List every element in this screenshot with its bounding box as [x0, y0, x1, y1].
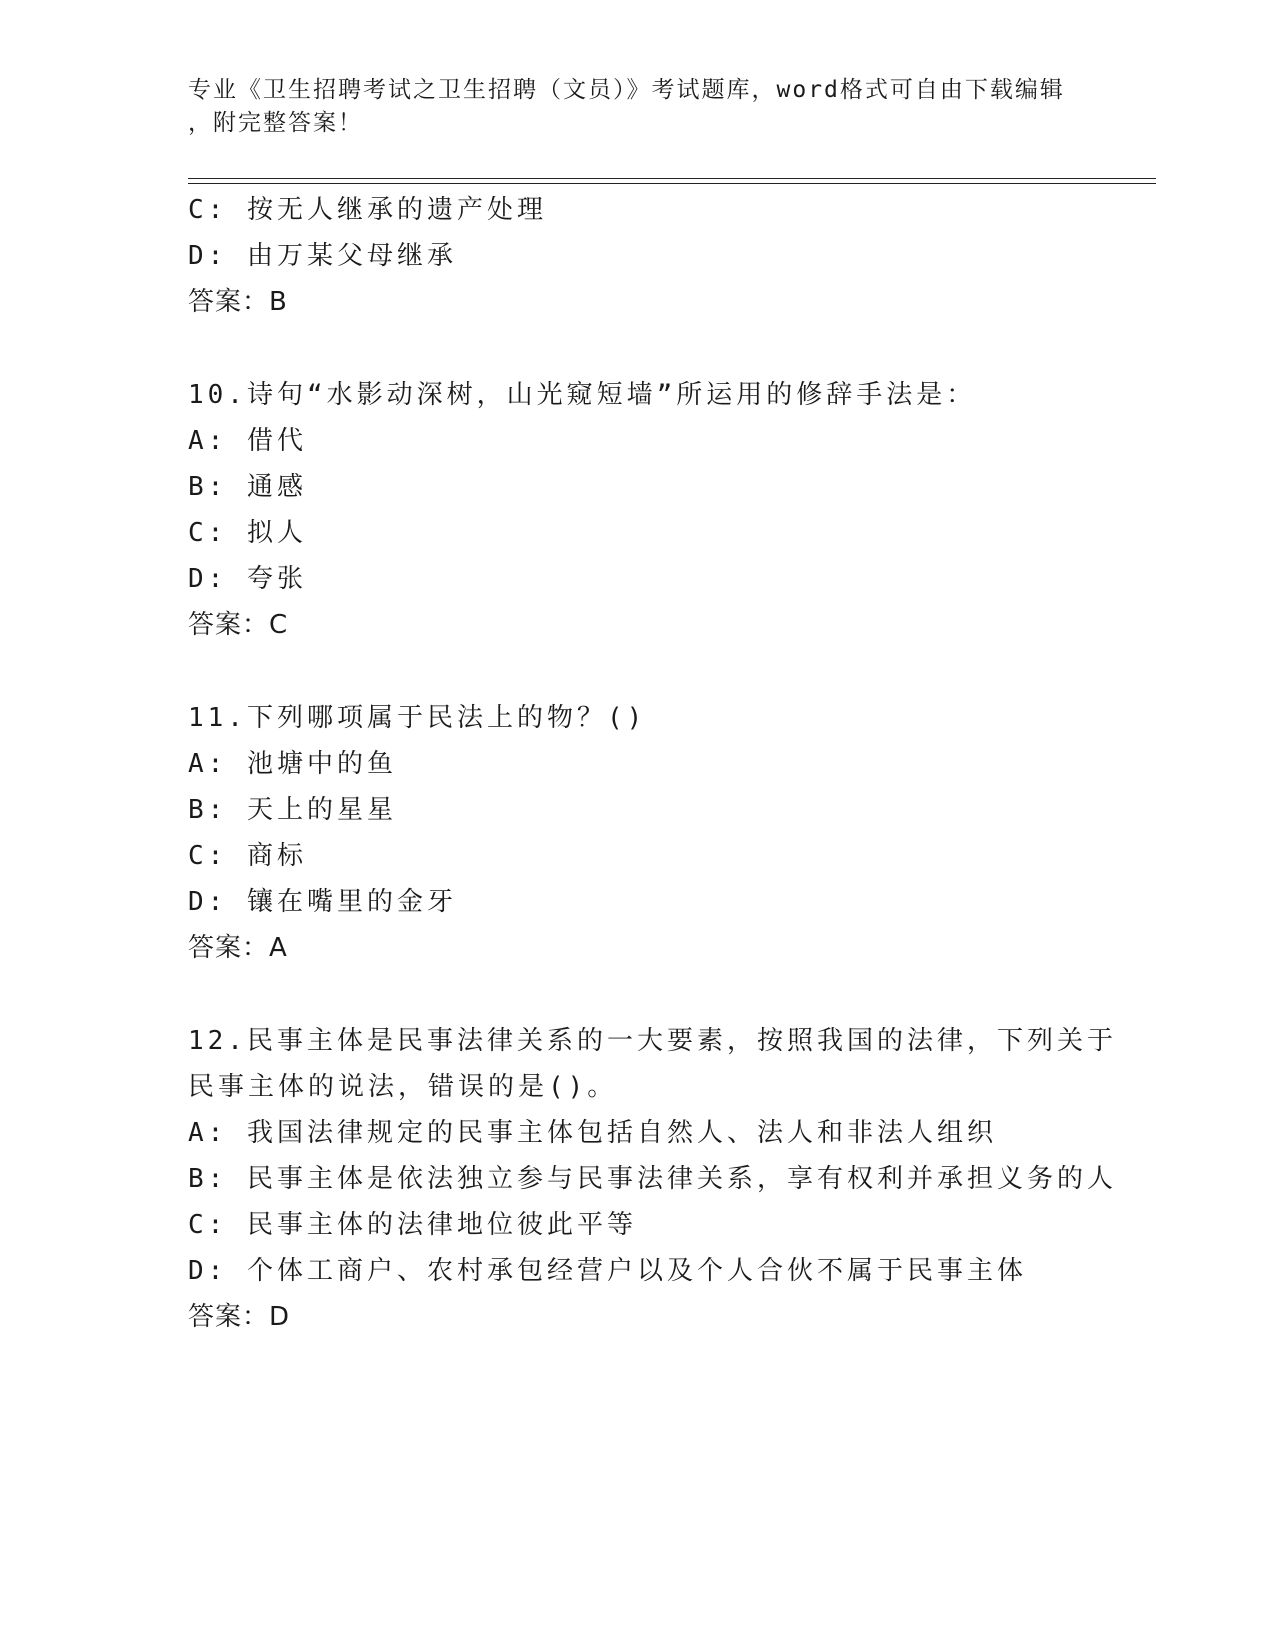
document-header [188, 74, 1088, 140]
option-b: B: 民事主体是依法独立参与民事法律关系，享有权利并承担义务的人 [188, 1164, 1117, 1194]
option-d: D: 镶在嘴里的金牙 [188, 887, 457, 917]
option-c: C: 拟人 [188, 518, 307, 548]
question-stem-line-1: 12.民事主体是民事法律关系的一大要素，按照我国的法律，下列关于 [188, 1026, 1117, 1056]
question-list [188, 187, 1148, 1340]
option-c: C: 商标 [188, 841, 307, 871]
answer-label: 答案：D [188, 1302, 291, 1332]
option-d: D: 个体工商户、农村承包经营户以及个人合伙不属于民事主体 [188, 1256, 1027, 1286]
question-11 [188, 695, 1148, 971]
answer-label: 答案：C [188, 610, 289, 640]
option-d: D: 由万某父母继承 [188, 241, 457, 271]
question-9-continued [188, 187, 1148, 325]
question-stem-line-2: 民事主体的说法，错误的是()。 [188, 1072, 618, 1102]
header-line-2: ，附完整答案！ [188, 110, 363, 136]
header-divider-bottom [188, 183, 1156, 184]
spacer [188, 971, 1148, 1018]
answer-label: 答案：B [188, 287, 288, 317]
question-stem: 11.下列哪项属于民法上的物？() [188, 703, 647, 733]
option-c: C: 按无人继承的遗产处理 [188, 195, 547, 225]
option-a: A: 池塘中的鱼 [188, 749, 397, 779]
option-a: A: 我国法律规定的民事主体包括自然人、法人和非法人组织 [188, 1118, 997, 1148]
answer-label: 答案：A [188, 933, 288, 963]
header-divider-top [188, 178, 1156, 179]
question-12 [188, 1018, 1148, 1340]
option-d: D: 夸张 [188, 564, 307, 594]
option-b: B: 天上的星星 [188, 795, 397, 825]
spacer [188, 648, 1148, 695]
question-stem: 10.诗句“水影动深树，山光窥短墙”所运用的修辞手法是： [188, 380, 977, 410]
option-a: A: 借代 [188, 426, 307, 456]
question-10 [188, 372, 1148, 648]
header-line-1: 专业《卫生招聘考试之卫生招聘（文员）》考试题库，word格式可自由下载编辑 [188, 77, 1065, 103]
spacer [188, 325, 1148, 372]
option-c: C: 民事主体的法律地位彼此平等 [188, 1210, 637, 1240]
option-b: B: 通感 [188, 472, 307, 502]
